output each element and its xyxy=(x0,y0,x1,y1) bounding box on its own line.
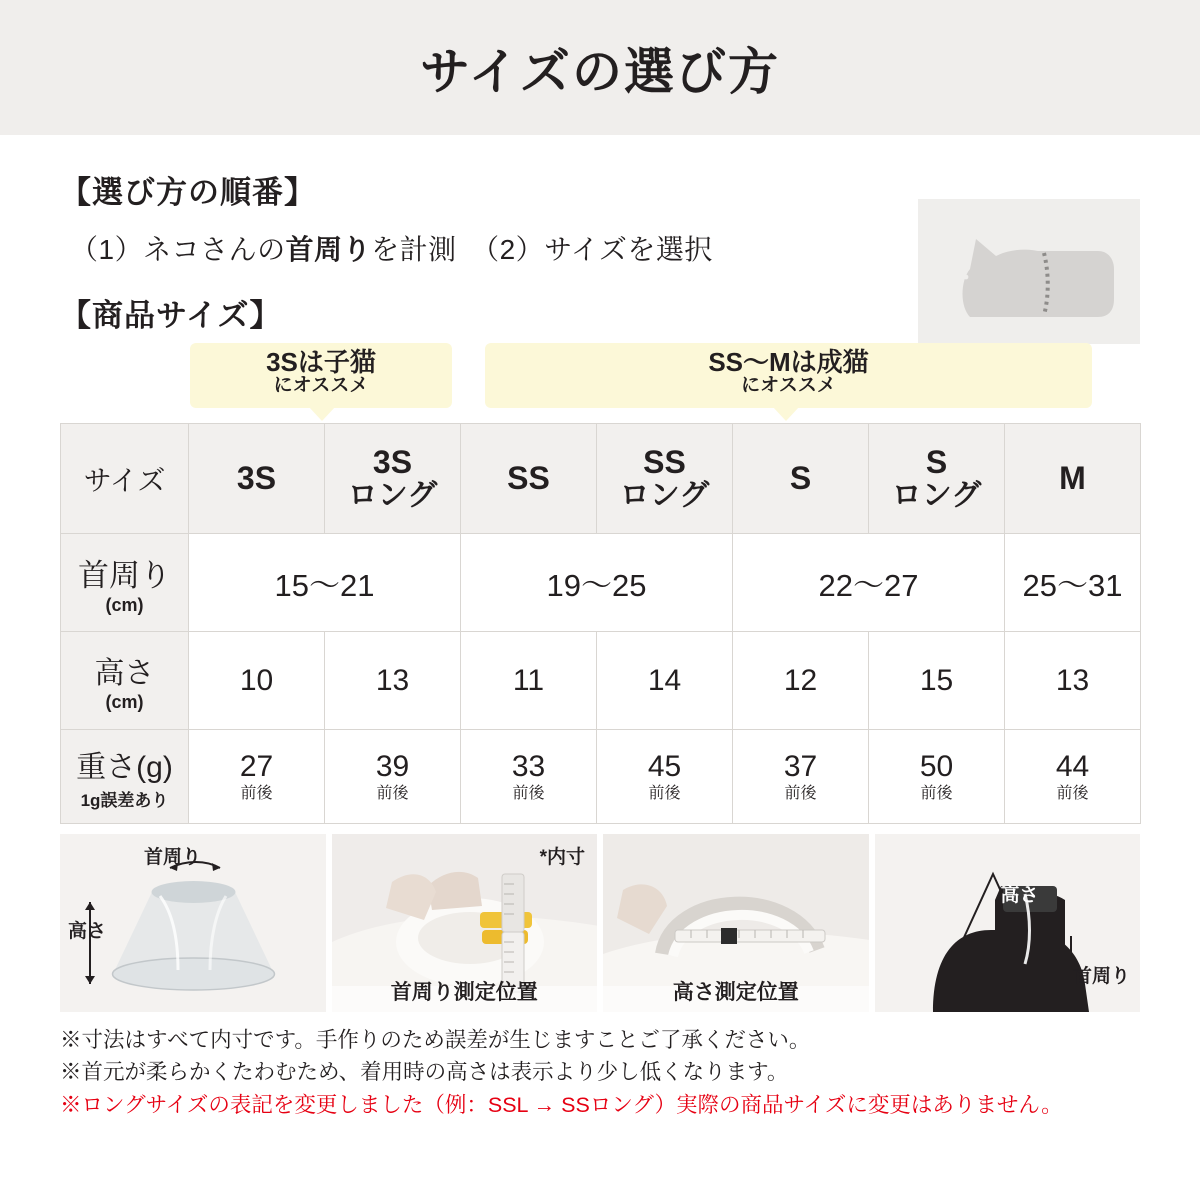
callout-kitten xyxy=(190,343,452,408)
row-label-neck-main: 首周り xyxy=(78,557,171,593)
height-value-s-long: 15 xyxy=(869,632,1005,730)
label-height-silhouette: 高さ xyxy=(1000,885,1039,906)
page-body xyxy=(0,167,1200,1121)
weight-value-m xyxy=(1005,730,1141,824)
col-ss-long xyxy=(597,424,733,534)
height-value-ss: 11 xyxy=(461,632,597,730)
weight-s-long-approx: 前後 xyxy=(920,784,953,802)
weight-value-ss-long xyxy=(597,730,733,824)
col-ss-long-name: SS xyxy=(643,444,686,481)
col-s xyxy=(733,424,869,534)
weight-ss-long-approx: 前後 xyxy=(648,784,681,802)
col-s-long xyxy=(869,424,1005,534)
col-ss-name: SS xyxy=(507,460,550,497)
weight-m-approx: 前後 xyxy=(1056,784,1089,802)
neck-value-3s: 15〜21 xyxy=(189,534,461,632)
weight-3s-long-approx: 前後 xyxy=(376,784,409,802)
weight-s-approx: 前後 xyxy=(784,784,817,802)
row-label-neck-unit: (cm) xyxy=(105,594,144,615)
size-table xyxy=(60,423,1141,824)
order-step1-post: を計測 （2）サイズを選択 xyxy=(371,234,713,265)
neck-value-ss: 19〜25 xyxy=(461,534,733,632)
weight-3s-approx: 前後 xyxy=(240,784,273,802)
height-value-3s-long: 13 xyxy=(325,632,461,730)
table-header-row xyxy=(61,424,1141,534)
callout-kitten-line1: 3Sは子猫 xyxy=(266,347,376,377)
label-neck-circumference: 首周り xyxy=(144,847,202,868)
col-3s-long-name: 3S xyxy=(372,444,413,481)
weight-ss-num: 33 xyxy=(511,749,546,783)
caption-neck-measure: 首周り測定位置 xyxy=(390,981,538,1004)
callout-adult-line1: SS〜Mは成猫 xyxy=(708,347,869,377)
neck-value-m: 25〜31 xyxy=(1005,534,1141,632)
row-label-size: サイズ xyxy=(61,424,189,534)
col-m xyxy=(1005,424,1141,534)
height-value-m: 13 xyxy=(1005,632,1141,730)
col-3s-long-suffix: ロング xyxy=(347,478,438,512)
col-ss-long-suffix: ロング xyxy=(619,478,710,512)
col-ss xyxy=(461,424,597,534)
weight-m-num: 44 xyxy=(1055,749,1090,783)
table-row-height xyxy=(61,632,1141,730)
page-title: サイズの選び方 xyxy=(420,43,780,100)
row-label-neck xyxy=(61,534,189,632)
note-line-3: ※ロングサイズの表記を変更しました（例：SSL → SSロング）実際の商品サイズに変更はありません。 xyxy=(60,1092,1063,1117)
height-value-3s: 10 xyxy=(189,632,325,730)
weight-ss-approx: 前後 xyxy=(512,784,545,802)
order-step1-bold: 首周り xyxy=(285,234,372,265)
neck-value-s: 22〜27 xyxy=(733,534,1005,632)
table-row-weight xyxy=(61,730,1141,824)
callout-adult xyxy=(485,343,1092,408)
col-s-long-suffix: ロング xyxy=(891,478,982,512)
weight-s-long-num: 50 xyxy=(919,749,954,783)
col-3s xyxy=(189,424,325,534)
photo-strip xyxy=(60,834,1140,1012)
callout-adult-line2: にオススメ xyxy=(741,375,836,397)
weight-ss-long-num: 45 xyxy=(647,749,682,783)
photo-cat-silhouette xyxy=(875,834,1141,1012)
weight-3s-long-num: 39 xyxy=(375,749,410,783)
photo-cone-diagram xyxy=(60,834,326,1012)
note-line-1: ※寸法はすべて内寸です。手作りのため誤差が生じますことご了承ください。 xyxy=(60,1028,811,1052)
label-neck-silhouette: 首周り xyxy=(1072,966,1130,987)
page-header xyxy=(0,0,1200,135)
label-height: 高さ xyxy=(68,921,107,942)
col-m-name: M xyxy=(1059,460,1086,497)
callout-row xyxy=(60,343,1140,423)
row-label-weight-main: 重さ(g) xyxy=(76,751,173,784)
notes-block xyxy=(60,1024,1140,1121)
weight-3s-num: 27 xyxy=(239,749,274,783)
weight-value-3s-long xyxy=(325,730,461,824)
order-section-title: 【選び方の順番】 xyxy=(60,175,316,210)
row-label-height xyxy=(61,632,189,730)
cat-neck-illustration xyxy=(918,199,1140,344)
col-s-name: S xyxy=(789,460,812,497)
weight-value-ss xyxy=(461,730,597,824)
weight-s-num: 37 xyxy=(783,749,818,783)
product-size-title: 【商品サイズ】 xyxy=(60,298,282,333)
callout-kitten-line2: にオススメ xyxy=(273,375,369,397)
weight-value-3s xyxy=(189,730,325,824)
order-step1-pre: （1）ネコさんの xyxy=(70,234,286,265)
height-value-ss-long: 14 xyxy=(597,632,733,730)
weight-value-s xyxy=(733,730,869,824)
note-line-2: ※首元が柔らかくたわむため、着用時の高さは表示より少し低くなります。 xyxy=(60,1060,789,1085)
row-label-weight xyxy=(61,730,189,824)
caption-height-measure: 高さ測定位置 xyxy=(672,981,799,1004)
weight-value-s-long xyxy=(869,730,1005,824)
row-label-weight-note: 1g誤差あり xyxy=(80,791,169,810)
photo-height-measure xyxy=(603,834,869,1012)
table-row-neck xyxy=(61,534,1141,632)
row-label-height-main: 高さ xyxy=(94,657,155,690)
col-3s-long xyxy=(325,424,461,534)
height-value-s: 12 xyxy=(733,632,869,730)
label-inner-dimension: *内寸 xyxy=(539,847,585,868)
row-label-height-unit: (cm) xyxy=(105,692,144,712)
photo-neck-measure xyxy=(332,834,598,1012)
col-3s-name: 3S xyxy=(236,460,277,497)
col-s-long-name: S xyxy=(925,444,948,481)
